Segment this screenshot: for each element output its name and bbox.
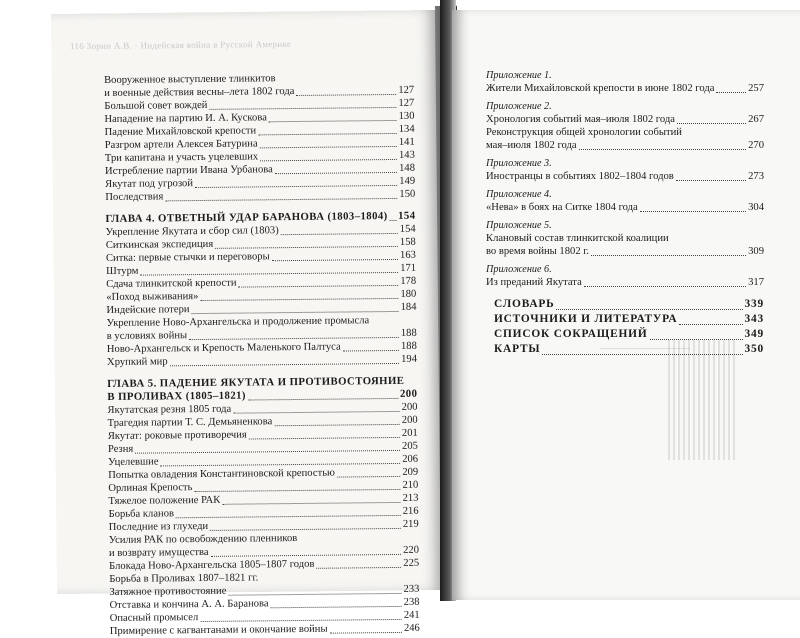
toc-entry (107, 353, 417, 369)
appendix-title (486, 276, 764, 289)
entry-title: Якутат под угрозой (105, 178, 194, 190)
appendix-entry (486, 264, 764, 289)
entry-page: 178 (400, 275, 417, 287)
entry-title: Орлиная Крепость (108, 482, 193, 494)
appendix-entry (486, 220, 764, 258)
entry-title: во время войны 1802 г. (486, 246, 590, 257)
entry-page: 143 (398, 149, 415, 161)
entry-title: Последствия (105, 191, 164, 203)
entry-page: 210 (402, 479, 419, 491)
appendix-entry (486, 101, 764, 152)
entry-page: 216 (402, 505, 419, 517)
appendix-label: Приложение 5. (486, 220, 552, 231)
entry-page: 267 (748, 114, 764, 125)
entry-title: Блокада Ново-Архангельска 1805–1807 годов (109, 558, 315, 572)
entry-page: 246 (403, 622, 420, 634)
entry-title: Хрупкий мир (106, 356, 168, 368)
entry-page: 127 (398, 97, 415, 109)
appendix-entry (486, 158, 764, 183)
entry-title: Жители Михайловской крепости в июне 1802 года (486, 83, 715, 94)
leader-dots (390, 219, 396, 221)
entry-title: Борьба кланов (108, 508, 175, 520)
chapter-5-items (107, 401, 419, 638)
entry-title: Разгром артели Алексея Батурина (104, 138, 258, 151)
appendix-title (486, 232, 764, 258)
entry-page: 163 (399, 249, 416, 261)
entry-last-line (486, 82, 764, 95)
appendix-label: Приложение 6. (486, 264, 552, 275)
back-matter-entry (494, 342, 764, 357)
section-page: 349 (744, 328, 764, 340)
back-matter-entry (494, 297, 764, 312)
entry-title: Якутатская резня 1805 года (107, 403, 232, 416)
entry-page: 220 (403, 544, 420, 556)
entry-page: 148 (399, 162, 416, 174)
section-page: 343 (744, 313, 764, 325)
leader-dots (676, 179, 746, 181)
section-title: СЛОВАРЬ (494, 298, 555, 310)
leader-dots (337, 475, 400, 478)
chapter-4-page: 154 (398, 209, 416, 222)
entry-last-line (486, 170, 764, 183)
leader-dots (542, 353, 742, 355)
bleed-through-barcode (668, 340, 738, 460)
entry-page: 134 (398, 123, 415, 135)
entry-last-line (107, 353, 417, 369)
entry-page: 309 (748, 246, 764, 257)
entry-page: 273 (748, 171, 764, 182)
entry-page: 209 (402, 466, 419, 478)
toc-entry (105, 188, 415, 204)
leader-dots (716, 91, 746, 93)
entry-page: 219 (402, 518, 419, 530)
entry-page: 141 (398, 136, 415, 148)
entry-title-line: Вооруженное выступление тлинкитов (104, 73, 276, 86)
leader-dots (269, 119, 397, 122)
toc-entry (107, 314, 417, 343)
entry-page: 206 (402, 453, 419, 465)
entry-page: 130 (398, 110, 415, 122)
entry-page: 188 (400, 327, 417, 339)
leader-dots (281, 232, 398, 235)
intro-items (104, 71, 415, 204)
entry-title: Из преданий Якутата (486, 277, 582, 288)
leader-dots (248, 397, 398, 401)
entry-page: 257 (748, 83, 764, 94)
entry-title: Уцелевшие (108, 456, 159, 468)
entry-title-line: Усилия РАК по освобождению пленников (108, 533, 298, 546)
toc-entry (104, 71, 414, 100)
chapter-5-page: 200 (399, 387, 418, 400)
entry-title: и возврату имущества (108, 546, 209, 559)
entry-title: Опасный промысел (109, 612, 199, 624)
leader-dots (296, 93, 396, 96)
entry-title: Ново-Архангельск и Крепость Маленького Палтуса (106, 341, 341, 355)
entry-title: «Нева» в боях на Ситке 1804 года (486, 202, 638, 213)
back-matter-entry (494, 327, 764, 342)
leader-dots (591, 254, 746, 256)
section-title: СПИСОК СОКРАЩЕНИЙ (494, 328, 648, 340)
entry-page: 213 (402, 492, 419, 504)
entry-title: «Поход выживания» (106, 291, 199, 303)
section-page: 350 (744, 343, 764, 355)
chapter-4-items (106, 223, 417, 369)
leader-dots (239, 284, 399, 288)
appendix-title (486, 201, 764, 214)
leader-dots (260, 145, 397, 148)
entry-title: Трагедия партии Т. С. Демьяненкова (107, 416, 273, 429)
leader-dots (249, 436, 400, 440)
entry-title: Тяжелое положение РАК (108, 494, 221, 507)
entry-title: в условиях войны (106, 330, 188, 342)
leader-dots (233, 410, 399, 414)
leader-dots (343, 349, 399, 352)
leader-dots (258, 132, 397, 135)
entry-page: 127 (398, 84, 415, 96)
appendix-entry (486, 189, 764, 214)
appendix-label: Приложение 4. (486, 189, 552, 200)
chapter-4-title: ГЛАВА 4. ОТВЕТНЫЙ УДАР БАРАНОВА (1803–1804) (105, 210, 388, 225)
leader-dots (330, 631, 402, 634)
leader-dots (271, 605, 402, 608)
right-toc (486, 70, 764, 357)
running-header: 116 Зорин А.В. · Индейская война в Русской Америке (69, 38, 292, 52)
entry-page: 317 (748, 277, 764, 288)
entry-title: Штурм (106, 265, 139, 277)
leader-dots (260, 158, 397, 161)
entry-last-line (105, 188, 415, 204)
leader-dots (556, 308, 742, 310)
entry-page: 150 (399, 188, 416, 200)
chapter-5 (107, 375, 417, 404)
entry-page: 201 (401, 427, 418, 439)
appendix-title (486, 170, 764, 183)
section-title: КАРТЫ (494, 343, 541, 355)
entry-title: Нападение на партию И. А. Кускова (104, 112, 267, 125)
entry-title: Якутат: роковые противоречия (107, 429, 247, 442)
leader-dots (640, 210, 746, 212)
entry-title: Иностранцы в событиях 1802–1804 годов (486, 171, 674, 182)
entry-page: 149 (399, 175, 416, 187)
leader-dots (584, 285, 746, 287)
entry-page: 238 (403, 596, 420, 608)
entry-page: 304 (748, 202, 764, 213)
back-matter-list (486, 297, 764, 357)
entry-page: 270 (748, 140, 764, 151)
appendix-list (486, 70, 764, 289)
entry-title-line: Реконструкция общей хронологии событий (486, 127, 682, 138)
appendix-label: Приложение 2. (486, 101, 552, 112)
entry-title: Отставка и кончина А. А. Баранова (109, 598, 269, 611)
entry-title: Примирение с кагвантанами и окончание войны (109, 623, 328, 637)
entry-title: Укрепление Якутата и сбор сил (1803) (105, 225, 279, 238)
entry-last-line (486, 245, 764, 258)
leader-dots (316, 566, 401, 569)
entry-title: и военные действия весны–лета 1802 года (104, 86, 295, 99)
entry-page: 154 (399, 223, 416, 235)
leader-dots (165, 197, 397, 201)
entry-title: мая–июля 1802 года (486, 140, 577, 151)
entry-title: Три капитана и участь уцелевших (104, 151, 259, 164)
entry-page: 241 (403, 609, 420, 621)
entry-page: 171 (400, 262, 417, 274)
entry-last-line (486, 113, 764, 126)
leader-dots (170, 362, 400, 366)
entry-title: Индейские потери (106, 304, 190, 316)
entry-page: 184 (400, 301, 417, 313)
appendix-entry (486, 70, 764, 95)
entry-title-line: Клановый состав тлинкитской коалиции (486, 233, 669, 244)
entry-page: 233 (403, 583, 420, 595)
entry-page: 158 (399, 236, 416, 248)
toc-entry (109, 531, 419, 560)
section-page: 339 (744, 298, 764, 310)
entry-title: Большой совет вождей (104, 99, 208, 112)
entry-title: Борьба в Проливах 1807–1821 гг. (109, 572, 259, 585)
appendix-title (486, 82, 764, 95)
leader-dots (228, 592, 401, 596)
leader-dots (650, 338, 743, 340)
entry-page: 188 (400, 340, 417, 352)
entry-page: 200 (401, 401, 418, 413)
left-toc (104, 71, 420, 638)
entry-last-line (486, 139, 764, 152)
leader-dots (272, 258, 398, 261)
entry-title: Ситкинская экспедиция (105, 238, 214, 251)
appendix-label: Приложение 3. (486, 158, 552, 169)
entry-last-line (110, 622, 420, 638)
leader-dots (679, 323, 742, 325)
leader-dots (579, 148, 746, 150)
section-title: ИСТОЧНИКИ И ЛИТЕРАТУРА (494, 313, 678, 325)
entry-page: 194 (401, 353, 418, 365)
entry-title: Сдача тлинкитской крепости (106, 277, 237, 290)
leader-dots (275, 171, 397, 174)
entry-title: Попытка овладения Константиновской крепостью (108, 467, 335, 481)
back-matter-entry (494, 312, 764, 327)
entry-page: 180 (400, 288, 417, 300)
chapter-5-title-line-2: В ПРОЛИВАХ (1805–1821) (107, 389, 246, 403)
entry-title: Резня (107, 443, 134, 455)
leader-dots (677, 122, 746, 124)
appendix-title (486, 113, 764, 126)
entry-page: 200 (401, 414, 418, 426)
entry-title: Хронология событий мая–июля 1802 года (486, 114, 675, 125)
toc-entry (110, 622, 420, 638)
entry-title: Истребление партии Ивана Урбанова (104, 164, 273, 177)
entry-title-line: Укрепление Ново-Архангельска и продолжение промысла (106, 315, 370, 329)
appendix-subentry (486, 126, 764, 152)
appendix-label: Приложение 1. (486, 70, 552, 81)
entry-title: Последние из глухеди (108, 520, 209, 533)
leader-dots (274, 423, 400, 426)
chapter-5-title-line-1: ГЛАВА 5. ПАДЕНИЕ ЯКУТАТА И ПРОТИВОСТОЯНИЕ (107, 374, 405, 390)
entry-last-line (486, 201, 764, 214)
entry-title: Ситка: первые стычки и переговоры (105, 251, 270, 264)
entry-title: Затяжное противостояние (109, 585, 227, 598)
entry-last-line (486, 276, 764, 289)
entry-page: 225 (403, 557, 420, 569)
entry-page: 205 (401, 440, 418, 452)
entry-title: Падение Михайловской крепости (104, 125, 257, 138)
